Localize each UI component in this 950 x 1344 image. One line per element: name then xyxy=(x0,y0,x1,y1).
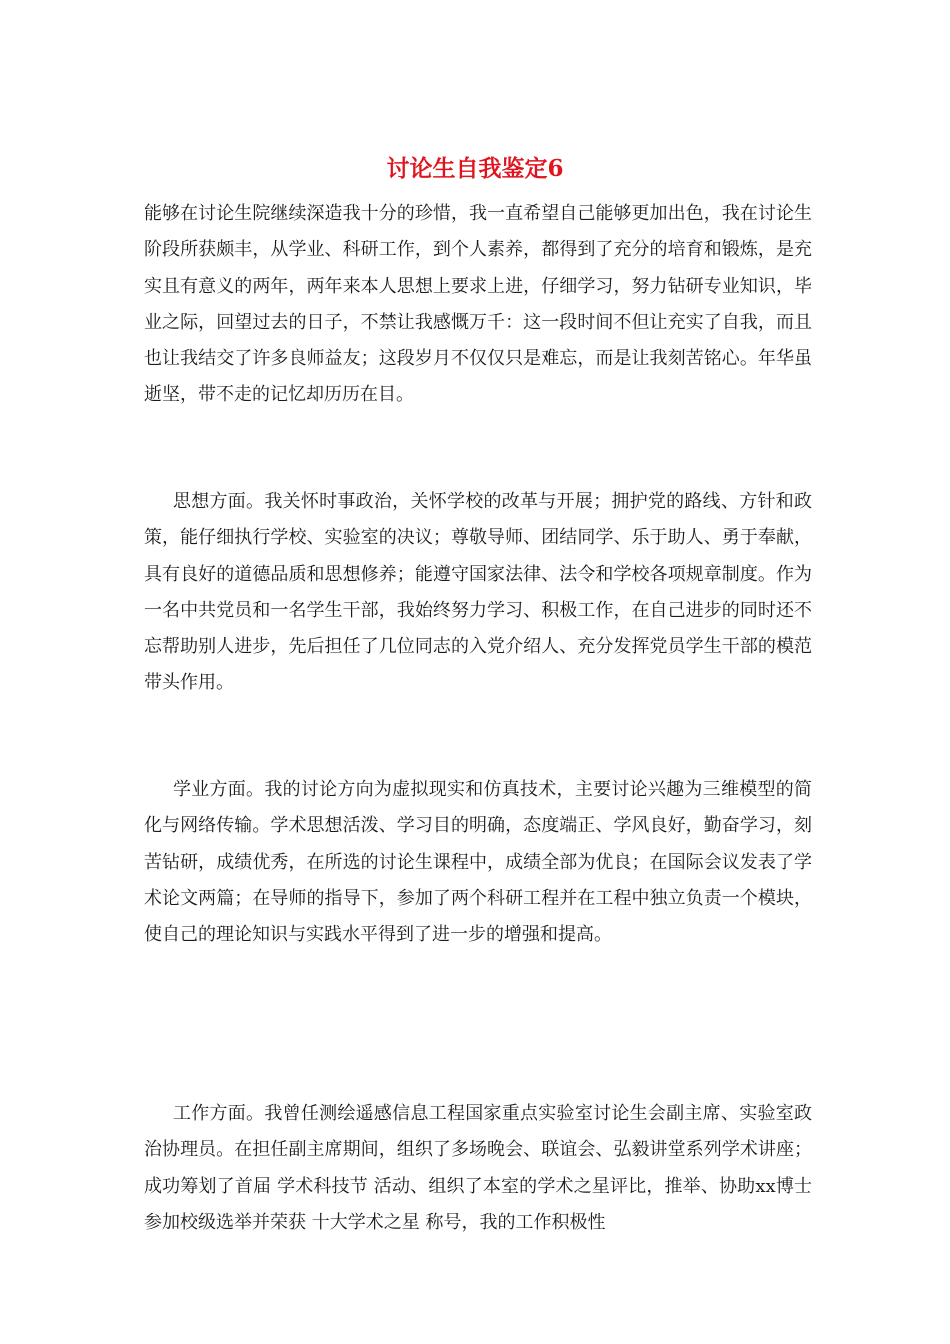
academics-paragraph: 学业方面。我的讨论方向为虚拟现实和仿真技术，主要讨论兴趣为三维模型的简化与网络传输。学术思想活泼、学习目的明确，态度端正、学风良好，勤奋学习，刻苦钻研，成绩优秀，在所选的讨论生课程中，成绩全部为优良；在国际会议发表了学术论文两篇；在导师的指导下，参加了两个科研工程并在工程中独立负责一个模块，使自己的理论知识与实践水平得到了进一步的增强和提高。 xyxy=(144,779,812,946)
ideology-paragraph: 思想方面。我关怀时事政治，关怀学校的改革与开展；拥护党的路线、方针和政策，能仔细执行学校、实验室的决议；尊敬导师、团结同学、乐于助人、勇于奉献，具有良好的道德品质和思想修养；能遵守国家法律、法令和学校各项规章制度。作为一名中共党员和一名学生干部，我始终努力学习、积极工作，在自己进步的同时还不忘帮助别人进步，先后担任了几位同志的入党介绍人、充分发挥党员学生干部的模范带头作用。 xyxy=(144,491,812,694)
document-title: 讨论生自我鉴定6 xyxy=(386,155,564,182)
intro-paragraph: 能够在讨论生院继续深造我十分的珍惜，我一直希望自己能够更加出色，我在讨论生阶段所获颇丰，从学业、科研工作，到个人素养，都得到了充分的培育和锻炼，是充实且有意义的两年，两年来本人思想上要求上进，仔细学习，努力钻研专业知识，毕业之际，回望过去的日子，不禁让我感慨万千：这一段时间不但让充实了自我，而且也让我结交了许多良师益友；这段岁月不仅仅只是难忘，而是让我刻苦铭心。年华虽逝坚，带不走的记忆却历历在目。 xyxy=(144,203,812,406)
work-paragraph: 工作方面。我曾任测绘遥感信息工程国家重点实验室讨论生会副主席、实验室政治协理员。在担任副主席期间，组织了多场晚会、联谊会、弘毅讲堂系列学术讲座；成功筹划了首届 学术科技节 活动、组织了本室的学术之星评比，推举、协助xx博士参加校级选举并荣获 十大学术之星 称号，我的工作积极性 xyxy=(144,1103,812,1233)
